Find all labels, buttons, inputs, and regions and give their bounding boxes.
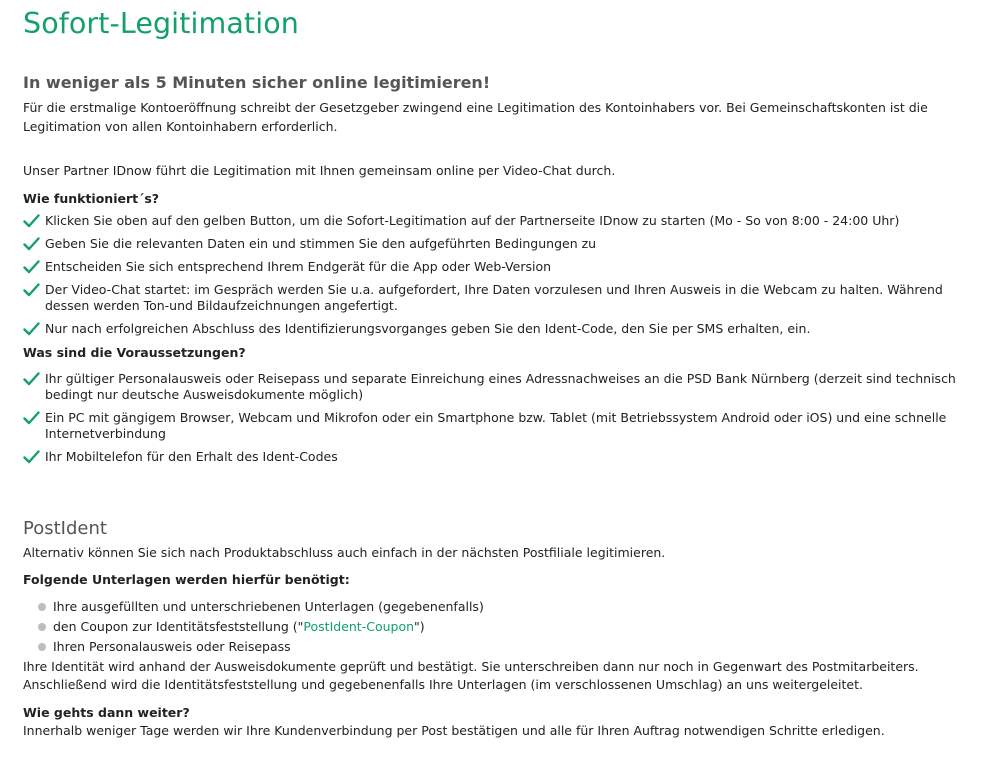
how-item-text: Klicken Sie oben auf den gelben Button, um die Sofort-Legitimation auf der Partnerseite IDnow zu starten (Mo - So von 8:00 - 24:00 Uhr)	[45, 213, 900, 228]
how-item-text: Geben Sie die relevanten Daten ein und stimmen Sie den aufgeführten Bedingungen zu	[45, 236, 597, 251]
list-item	[23, 410, 958, 442]
list-item	[23, 236, 958, 252]
check-icon	[23, 450, 40, 464]
list-item	[23, 282, 958, 314]
postident-next-text: Innerhalb weniger Tage werden wir Ihre Kundenverbindung per Post bestätigen und alle für Ihren Auftrag notwendigen Schritte erledigen.	[23, 723, 885, 738]
intro-text: Für die erstmalige Kontoeröffnung schreibt der Gesetzgeber zwingend eine Legitimation des Kontoinhabers vor. Bei Gemeinschaftskonten ist die Legitimation von allen Kontoinhabern erforderlich.	[23, 100, 928, 134]
requirements-heading: Was sind die Voraussetzungen?	[23, 345, 246, 360]
check-icon	[23, 214, 40, 228]
bullet-dot-icon	[38, 603, 46, 611]
partner-text: Unser Partner IDnow führt die Legitimation mit Ihnen gemeinsam online per Video-Chat durch.	[23, 163, 616, 178]
bullet-dot-icon	[38, 643, 46, 651]
requirement-item-text: Ihr Mobiltelefon für den Erhalt des Ident-Codes	[45, 448, 338, 464]
bullet-dot-icon	[38, 623, 46, 631]
how-heading: Wie funktioniert´s?	[23, 190, 160, 206]
check-icon	[23, 372, 40, 386]
content	[23, 0, 958, 741]
doc-item-text: Ihre ausgefüllten und unterschriebenen Unterlagen (gegebenenfalls)	[53, 598, 484, 614]
page-title: Sofort-Legitimation	[23, 7, 299, 40]
list-item	[23, 259, 958, 275]
how-item-text: Der Video-Chat startet: im Gespräch werden Sie u.a. aufgefordert, Ihre Daten vorzulesen und Ihren Ausweis in die Webcam zu halten. Während dessen werden Ton-und Bildaufzeichnungen angefertigt.	[45, 282, 943, 313]
list-item	[37, 597, 958, 617]
check-icon	[23, 237, 40, 251]
requirement-item-text: Ihr gültiger Personalausweis oder Reisepass und separate Einreichung eines Adressnachweises an die PSD Bank Nürnberg (derzeit sind technisch bedingt nur deutsche Ausweisdokumente möglich)	[45, 370, 956, 402]
how-item-text: Entscheiden Sie sich entsprechend Ihrem Endgerät für die App oder Web-Version	[45, 259, 552, 274]
check-icon	[23, 411, 40, 425]
doc-item-text-prefix: den Coupon zur Identitätsfeststellung ("	[53, 618, 304, 634]
doc-item-text: Ihren Personalausweis oder Reisepass	[53, 638, 291, 654]
list-item	[37, 617, 958, 637]
requirements-list	[23, 371, 958, 465]
how-list	[23, 213, 958, 337]
postident-intro: Alternativ können Sie sich nach Produktabschluss auch einfach in der nächsten Postfiliale legitimieren.	[23, 544, 666, 560]
list-item	[23, 449, 958, 465]
check-icon	[23, 283, 40, 297]
postident-verify-text: Ihre Identität wird anhand der Ausweisdokumente geprüft und bestätigt. Sie unterschreiben dann nur noch in Gegenwart des Postmitarbeiters. Anschließend wird die Identitätsfeststellung und gegebenenfalls Ihre Unterlagen (im verschlossenen Umschlag) an uns weitergeleitet.	[23, 658, 919, 692]
check-icon	[23, 260, 40, 274]
postident-docs-list	[23, 597, 958, 657]
list-item	[23, 321, 958, 337]
page-subtitle: In weniger als 5 Minuten sicher online legitimieren!	[23, 73, 491, 92]
doc-item-text-suffix: ")	[414, 618, 425, 634]
check-icon	[23, 322, 40, 336]
postident-title: PostIdent	[23, 517, 107, 539]
list-item	[37, 637, 958, 657]
requirement-item-text: Ein PC mit gängigem Browser, Webcam und Mikrofon oder ein Smartphone bzw. Tablet (mit Betriebssystem Android oder iOS) und eine schnelle Internetverbindung	[45, 409, 947, 441]
list-item	[23, 213, 958, 229]
postident-coupon-link[interactable]: PostIdent-Coupon	[303, 618, 415, 634]
postident-docs-heading: Folgende Unterlagen werden hierfür benötigt:	[23, 572, 350, 587]
how-item-text: Nur nach erfolgreichen Abschluss des Identifizierungsvorganges geben Sie den Ident-Code, den Sie per SMS erhalten, ein.	[45, 321, 811, 336]
postident-next-heading: Wie gehts dann weiter?	[23, 704, 190, 720]
list-item	[23, 371, 958, 403]
